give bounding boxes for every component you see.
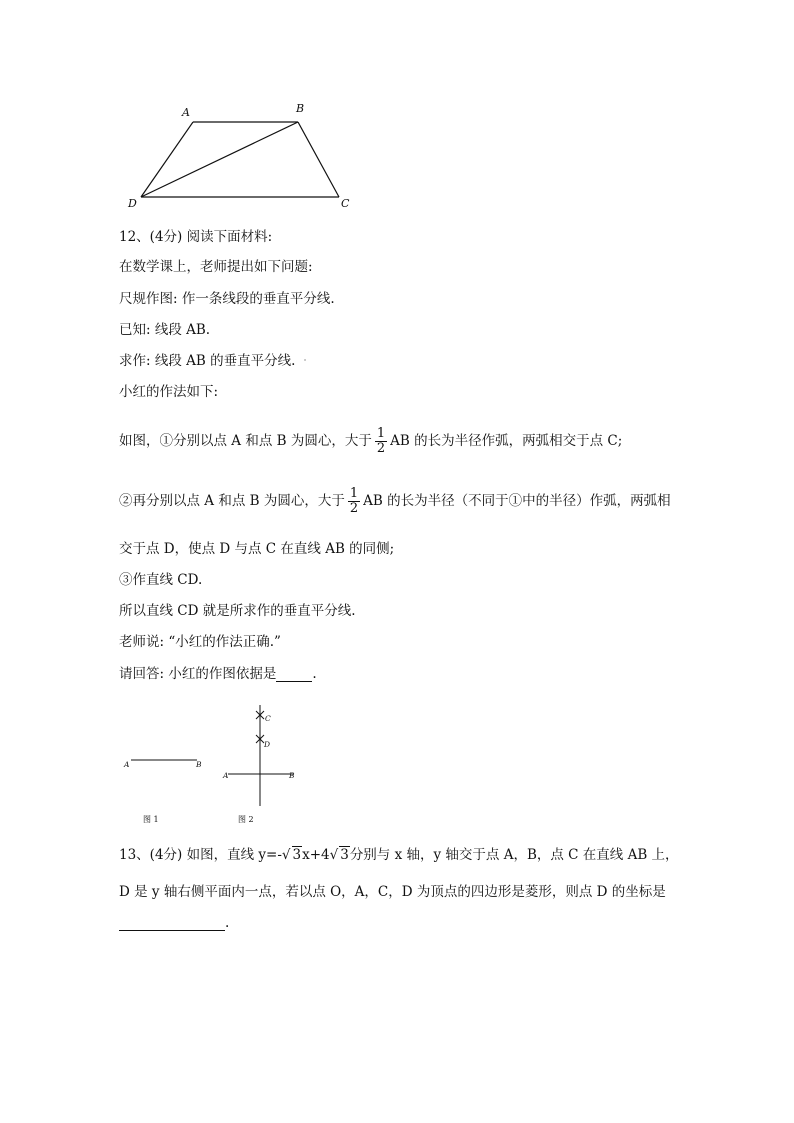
q12-question-prefix: 请回答: 小红的作图依据是 [119,666,277,682]
q12-step1-pre: 如图，①分别以点 A 和点 B 为圆心，大于 [119,433,372,449]
q12-teacher: 老师说: “小红的作法正确.” [119,634,281,650]
q13-line1-c: 分别与 x 轴，y 轴交于点 A，B，点 C 在直线 AB 上， [349,847,679,863]
frac-denominator: 2 [376,441,386,456]
edge-ad [141,122,193,197]
label-d: D [128,197,137,210]
sqrt-arg-1: 3 [292,847,302,863]
answer-blank[interactable] [276,667,312,682]
q13-line1 [119,846,679,863]
fig2-label-a: A [223,771,229,780]
q12-conclusion: 所以直线 CD 就是所求作的垂直平分线. [119,603,356,619]
label-a: A [182,106,190,119]
construction-figures [115,700,315,830]
q12-question [119,666,317,682]
q12-method-intro: 小红的作法如下: [119,384,219,400]
fig2-label-c: C [265,714,271,723]
fraction-half [375,427,387,456]
diagonal-bd [141,122,298,197]
q13-line3 [119,915,229,931]
label-b: B [296,102,305,115]
q12-step1 [119,423,622,459]
sqrt-sign: √ [329,847,339,863]
q12-step2-pre: ②再分别以点 A 和点 B 为圆心，大于 [119,493,345,509]
q12-step1-post: AB 的长为半径作弧，两弧相交于点 C; [390,433,623,449]
fig2-caption: 图 2 [238,815,254,824]
fig1-caption: 图 1 [143,815,159,824]
fig1-label-b: B [196,760,202,769]
sqrt-arg-2: 3 [340,847,349,863]
q12-step2-cont: 交于点 D，使点 D 与点 C 在直线 AB 的同侧; [119,541,395,557]
q12-intro: 在数学课上，老师提出如下问题: [119,259,313,275]
trapezoid-figure [125,98,360,213]
q12-step3: ③作直线 CD. [119,572,203,588]
q12-given: 已知: 线段 AB. [119,322,211,338]
sqrt-sign: √ [281,847,291,863]
q13-line1-a: 13、(4分) 如图，直线 y=- [119,847,282,863]
q13-line1-b: x+4 [302,847,330,863]
q13-line3-suffix: . [225,915,230,931]
fig1-label-a: A [124,760,130,769]
fig2-label-d: D [264,740,271,749]
q12-problem: 尺规作图: 作一条线段的垂直平分线. [119,291,335,307]
q12-step2-post: AB 的长为半径（不同于①中的半径）作弧，两弧相 [363,493,671,509]
q12-task: 求作: 线段 AB 的垂直平分线. · [119,353,307,369]
q13-line2: D 是 y 轴右侧平面内一点，若以点 O，A，C，D 为顶点的四边形是菱形，则点 D 的坐标是 [119,884,666,900]
frac-numerator: 1 [376,426,386,441]
fig2-label-b: B [289,771,295,780]
frac-numerator: 1 [349,486,359,501]
q12-header: 12、(4分) 阅读下面材料: [119,229,273,245]
label-c: C [341,197,350,210]
frac-denominator: 2 [349,501,359,516]
answer-blank[interactable] [119,916,225,931]
q12-question-suffix: . [312,666,317,682]
edge-bc [298,122,339,197]
q12-task-text: 求作: 线段 AB 的垂直平分线. [119,353,296,369]
q12-step2 [119,483,671,519]
fraction-half [348,487,360,516]
